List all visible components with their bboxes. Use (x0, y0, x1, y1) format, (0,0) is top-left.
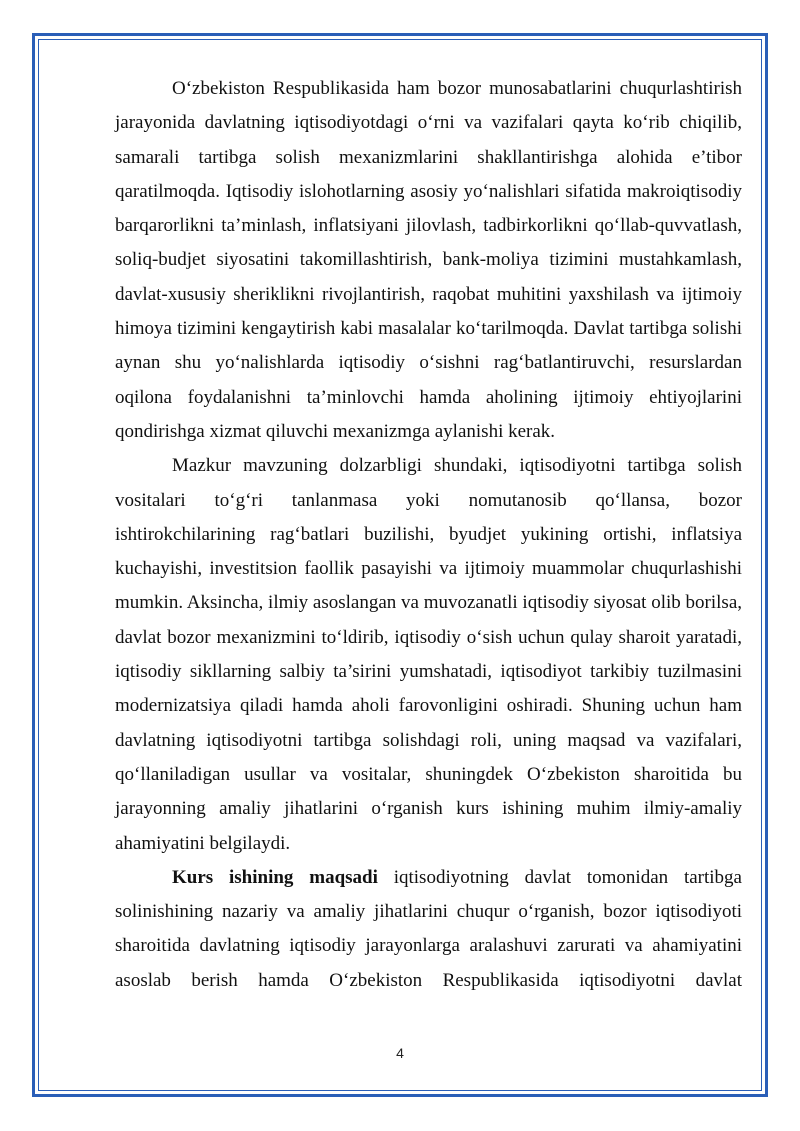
paragraph-3-bold-lead: Kurs ishining maqsadi (172, 866, 378, 888)
paragraph-2: Mazkur mavzuning dolzarbligi shundaki, iqtisodiyotni tartibga solish vositalari to‘g‘ri tanlanmasa yoki nomutanosib qo‘llansa, bozor ishtirokchilarining rag‘batlari buzilishi, byudjet yukining ortishi, inflatsiya kuchayishi, investitsion faollik pasayishi va ijtimoiy muammolar chuqurlashishi mumkin. Aksincha, ilmiy asoslangan va muvozanatli iqtisodiy siyosat olib borilsa, davlat bozor mexanizmini to‘ldirib, iqtisodiy o‘sish uchun qulay sharoit yaratadi, iqtisodiy sikllarning salbiy ta’sirini yumshatadi, iqtisodiyot tarkibiy tuzilmasini modernizatsiya qiladi hamda aholi farovonligini oshiradi. Shuning uchun ham davlatning iqtisodiyotni tartibga solishdagi roli, uning maqsad va vazifalari, qo‘llaniladigan usullar va vositalar, shuningdek O‘zbekiston sharoitida bu jarayonning amaliy jihatlarini o‘rganish kurs ishining muhim ilmiy-amaliy ahamiyatini belgilaydi. (115, 455, 742, 854)
paragraph-3 (115, 861, 742, 998)
page-number: 4 (396, 1045, 404, 1061)
paragraph-1: O‘zbekiston Respublikasida ham bozor munosabatlarini chuqurlashtirish jarayonida davlatning iqtisodiyotdagi o‘rni va vazifalari qayta ko‘rib chiqilib, samarali tartibga solish mexanizmlarini shakllantirishga alohida e’tibor qaratilmoqda. Iqtisodiy islohotlarning asosiy yo‘nalishlari sifatida makroiqtisodiy barqarorlikni ta’minlash, inflatsiyani jilovlash, tadbirkorlikni qo‘llab-quvvatlash, soliq-budjet siyosatini takomillashtirish, bank-moliya tizimini mustahkamlash, davlat-xususiy sheriklikni rivojlantirish, raqobat muhitini yaxshilash va ijtimoiy himoya tizimini kengaytirish kabi masalalar ko‘tarilmoqda. Davlat tartibga solishi aynan shu yo‘nalishlarda iqtisodiy o‘sishni rag‘batlantiruvchi, resurslardan oqilona foydalanishni ta’minlovchi hamda aholining ijtimoiy ehtiyojlarini qondirishga xizmat qiluvchi mexanizmga aylanishi kerak. (115, 78, 742, 442)
document-body (115, 72, 742, 998)
paragraph-3-text: iqtisodiyotning davlat tomonidan tartibga solinishining nazariy va amaliy jihatlarini chuqur o‘rganish, bozor iqtisodiyoti sharoitida davlatning iqtisodiy jarayonlarga aralashuvi zarurati va ahamiyatini asoslab berish hamda O‘zbekiston Respublikasida iqtisodiyotni davlat (115, 866, 742, 991)
